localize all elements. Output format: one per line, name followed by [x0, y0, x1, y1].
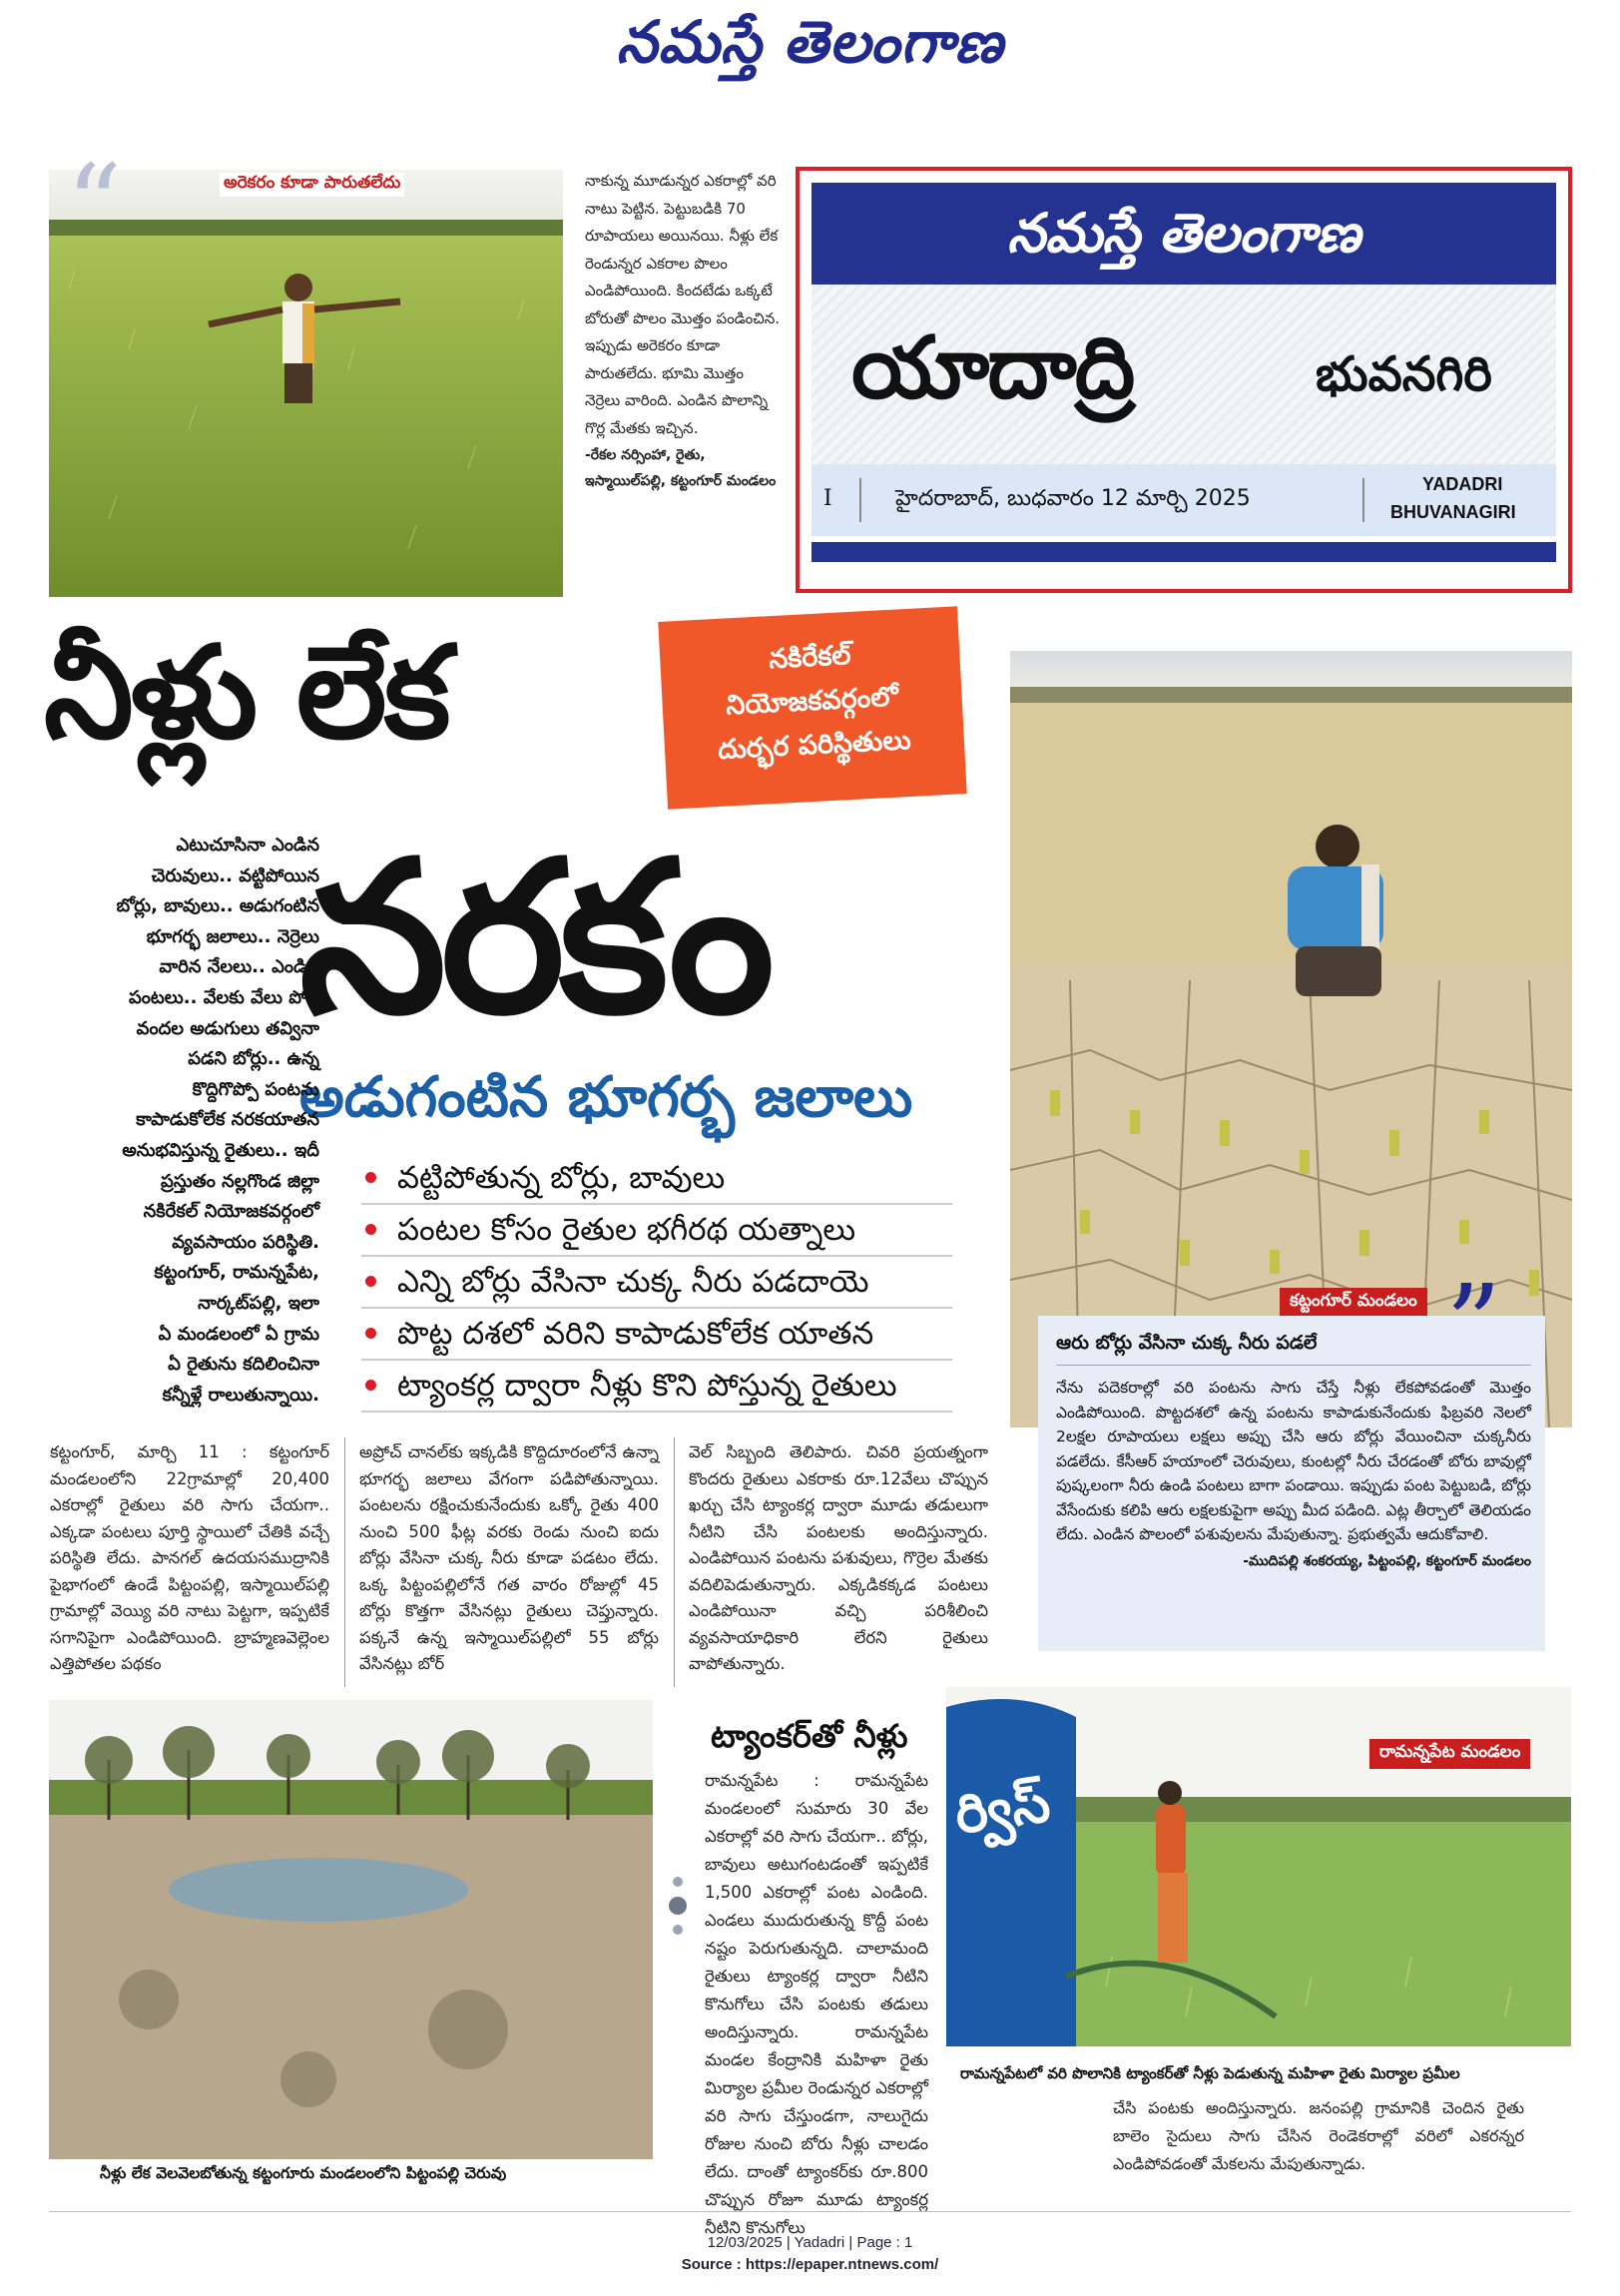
bullet-item	[361, 1205, 952, 1257]
tanker-photo-label: రామన్నపేట మండలం	[1369, 1739, 1530, 1769]
bullet-text: వట్టిపోతున్న బోర్లు, బావులు	[397, 1160, 726, 1196]
bullet-dot	[365, 1224, 376, 1235]
column-divider	[674, 1437, 675, 1687]
edition-separator	[859, 478, 861, 522]
dry-pond-image	[49, 1700, 653, 2159]
headline-badge	[658, 606, 966, 809]
badge-line-3: దుర్భర పరిస్థితులు	[717, 724, 912, 766]
edition-brand-bar: నమస్తే తెలంగాణ	[811, 183, 1556, 285]
badge-line-2: నియోజకవర్గంలో	[725, 681, 899, 722]
tanker-heading: ట్యాంకర్‌తో నీళ్లు	[711, 1717, 908, 1755]
quote-mark-icon: “	[66, 141, 123, 269]
bullet-item	[361, 1257, 952, 1309]
intro-line: భూగర్భ జలాలు.. నెర్రెలు	[146, 925, 319, 947]
edition-bottom-bar	[811, 542, 1556, 562]
intro-line: కొద్దిగొప్పో పంటను	[192, 1078, 319, 1100]
dot-icon	[669, 1897, 687, 1915]
tanker-text: రామన్నపేట : రామన్నపేట మండలంలో సుమారు 30 వేల ఎకరాల్లో వరి సాగు చేయగా.. బోర్లు, బావులు అటుగంటడంతో ఇప్పటికే 1,500 ఎకరాల్లో పంట ఎండింది. ఎండలు ముదురుతున్న కొద్దీ పంట నష్టం పెరుగుతున్నది. చాలామంది రైతులు ట్యాంకర్ల ద్వారా నీటిని కొనుగోలు చేసి పంటకు తడులు అందిస్తున్నారు. రామన్నపేట మండల కేంద్రానికి మహిళా రైతు మిర్యాల ప్రమీల రెండున్నర ఎకరాల్లో వరి సాగు చేస్తుండగా, నాలుగైదు రోజుల నుంచి బోరు నీళ్లు చాలడం లేదు. దాంతో ట్యాంకర్‌కు రూ.800 చొప్పున రోజూ మూడు ట్యాంకర్ల నీటిని కొనుగోలు	[705, 1771, 928, 2237]
intro-line: ఏ రైతును కదిలించినా	[168, 1354, 319, 1376]
intro-line: అనుభవిస్తున్న రైతులు.. ఇదీ	[122, 1139, 319, 1161]
bullet-text: ఎన్ని బోర్లు వేసినా చుక్క నీరు పడదాయె	[397, 1264, 869, 1300]
quote2-title: ఆరు బోర్లు వేసినా చుక్క నీరు పడలే	[1056, 1332, 1531, 1366]
body-column-1: కట్టంగూర్, మార్చి 11 : కట్టంగూర్ మండలంలోని 22గ్రామాల్లో 20,400 ఎకరాల్లో రైతులు వరి సాగు చేయగా.. ఎక్కడా పంటలు పూర్తి స్థాయిలో చేతికి వచ్చే పరిస్థితి లేదు. పానగల్ ఉదయసముద్రానికి పైభాగంలో ఉండే పిట్టంపల్లి, ఇస్మాయిల్‌పల్లి గ్రామాల్లో వెయ్యి వరి నాటు పెట్టగా, ఇప్పటికే సగానిపైగా ఎండిపోయింది. బ్రాహ్మణవెల్లెంల ఎత్తిపోతల పథకం	[50, 1442, 329, 1673]
intro-column	[50, 831, 319, 1411]
quote1-label: అరెకరం కూడా పారుతలేదు	[220, 173, 404, 197]
edition-separator-2	[1362, 478, 1364, 522]
edition-box	[796, 167, 1572, 593]
masthead: నమస్తే తెలంగాణ	[616, 8, 1004, 76]
bullet-dot	[365, 1380, 376, 1391]
bullet-list	[361, 1153, 952, 1413]
headline-line2: నరకం	[299, 816, 770, 1060]
footer-rule	[49, 2211, 1571, 2212]
photo-right-label: కట్టంగూర్ మండలం	[1280, 1288, 1427, 1318]
badge-line-1: నకిరేకల్	[768, 639, 852, 676]
edition-title-area	[811, 285, 1556, 464]
dot-icon	[673, 1925, 683, 1935]
bullet-text: పొట్ట దశలో వరిని కాపాడుకోలేక యాతన	[397, 1316, 874, 1352]
bullet-dot	[365, 1276, 376, 1287]
intro-line: వందల అడుగులు తవ్వినా	[136, 1017, 319, 1039]
bullet-dot	[365, 1328, 376, 1339]
dot-icon	[673, 1877, 683, 1887]
intro-line: ఏ మండలంలో ఏ గ్రామ	[158, 1323, 319, 1345]
edition-issue: I	[823, 486, 832, 511]
subhead: అడుగంటిన భూగర్భ జలాలు	[299, 1065, 913, 1130]
intro-line: నకిరేకల్ నియోజకవర్గంలో	[143, 1201, 319, 1223]
edition-dateline: హైదరాబాద్, బుధవారం 12 మార్చి 2025	[895, 486, 1251, 511]
intro-line: బోర్లు, బావులు.. అడుగంటిన	[116, 895, 319, 917]
bullet-item	[361, 1361, 952, 1413]
bullet-text: ట్యాంకర్ల ద్వారా నీళ్లు కొని పోస్తున్న రైతులు	[397, 1368, 897, 1404]
intro-line: పంటలు.. వేలకు వేలు పోసి	[128, 986, 319, 1008]
bullet-item	[361, 1309, 952, 1361]
intro-line: వారిన నేలలు.. ఎండిన	[159, 956, 319, 978]
intro-line: కట్టంగూర్, రామన్నపేట,	[154, 1262, 319, 1284]
intro-line: పడని బోర్లు.. ఉన్న	[188, 1048, 319, 1070]
edition-title-big: యాదాద్రి	[851, 318, 1134, 418]
intro-line: చెరువులు.. వట్టిపోయిన	[151, 864, 319, 886]
column-divider	[344, 1437, 345, 1687]
bullet-item	[361, 1153, 952, 1205]
body-column-3: వెల్ సిబ్బంది తెలిపారు. చివరి ప్రయత్నంగా కొందరు రైతులు ఎకరాకు రూ.12వేలు చొప్పున ఖర్చు చేసి ట్యాంకర్ల ద్వారా మూడు తడులుగా నీటిని చేసి పంటలకు అందిస్తున్నారు. ఎండిపోయిన పంటను పశువులు, గొర్రెల మేతకు వదిలిపెడుతున్నారు. ఎక్కడికక్కడ పంటలు ఎండిపోయినా వచ్చి పరిశీలించి వ్యవసాయాధికారి లేరని రైతులు వాపోతున్నారు.	[689, 1442, 988, 1673]
tank-text: ర్విస్	[951, 1770, 1054, 1847]
photo-farmer-field	[49, 170, 563, 597]
farmer-field-image	[49, 170, 563, 597]
photo-dry-pond	[49, 1700, 653, 2159]
quote2-text: నేను పదెకరాల్లో వరి పంటను సాగు చేస్తే నీళ్లు లేకపోవడంతో మొత్తం ఎండిపోయింది. పొట్టదశలో ఉన్న పంటను కాపాడుకునేందుకు ఫిబ్రవరి నెలలో 2లక్షల రూపాయలు లక్షలు అప్పు చేసి ఆరు బోర్లు వేయించినా చుక్కనీరు పడలేదు. కేసీఆర్ హయాంలో చెరువులు, కుంటల్లో నీరు చేరడంతో బోరు బావుల్లో పుష్కలంగా నీరు ఉండి పంటలు బాగా పండాయి. ఇప్పుడు పంట పెట్టుబడి, బోర్లు వేసేందుకు కలిపి ఆరు లక్షలకుపైగా అప్పు మీద పడింది. ఎట్ల తీర్చాలో తెలియడం లేదు. ఎండిన పొలంలో పశువులను మేపుతున్నా. ప్రభుత్వమే ఆదుకోవాలి.	[1056, 1379, 1531, 1543]
intro-line: వ్యవసాయం పరిస్థితి.	[172, 1231, 319, 1253]
quote1-text-column	[585, 168, 781, 494]
quote2-box	[1038, 1316, 1545, 1651]
edition-dateline-bar	[811, 464, 1556, 536]
quote2-attribution: -ముదిపల్లి శంకరయ్య, పిట్టంపల్లి, కట్టంగూర్ మండలం	[1243, 1552, 1531, 1569]
edition-district-en-1: YADADRI	[1422, 474, 1503, 494]
pond-caption: నీళ్లు లేక వెలవెలబోతున్న కట్టంగూరు మండలంలోని పిట్టంపల్లి చెరువు	[100, 2164, 507, 2182]
edition-title-small: భువనగిరి	[1316, 346, 1492, 402]
tanker-photo-caption: రామన్నపేటలో వరి పొలానికి ట్యాంకర్‌తో నీళ్లు పెడుతున్న మహిళా రైతు మిర్యాల ప్రమీల	[960, 2064, 1460, 2082]
quote1-text: నాకున్న మూడున్నర ఎకరాల్లో వరి నాటు పెట్టిన. పెట్టుబడికి 70 రూపాయలు అయినయి. నీళ్లు లేక రెండున్నర ఎకరాల పొలం ఎండిపోయింది. కిందటేడు ఒక్కటే బోరుతో పొలం మొత్తం పండించిన. ఇప్పుడు అరెకరం కూడా పారుతలేదు. భూమి మొత్తం నెర్రెలు వారింది. ఎండిన పొలాన్ని గొర్ల మేతకు ఇచ్చిన.	[585, 172, 781, 437]
intro-line: ప్రస్తుతం నల్లగొండ జిల్లా	[161, 1170, 319, 1192]
intro-line: నార్కట్‌పల్లి, ఇలా	[198, 1292, 319, 1314]
carousel-dots	[667, 1877, 689, 1935]
intro-line: ఎటుచూసినా ఎండిన	[176, 835, 319, 856]
edition-district-en-2: BHUVANAGIRI	[1390, 502, 1516, 522]
tanker-text-right: చేసి పంటకు అందిస్తున్నారు. జనంపల్లి గ్రామానికి చెందిన రైతు బాలెం సైదులు సాగు చేసిన రెండెకరాల్లో వరిలో ఎకరన్నర ఎండిపోవడంతో మేకలను మేపుతున్నాడు.	[1113, 2098, 1524, 2173]
bullet-text: పంటల కోసం రైతుల భగీరథ యత్నాలు	[397, 1212, 856, 1248]
quote1-attribution: -రేకల నర్సింహా, రైతు, ఇస్మాయిల్‌పల్లి, కట్టంగూర్ మండలం	[585, 447, 777, 489]
bullet-dot	[365, 1172, 376, 1183]
footer-line-2[interactable]: Source : https://epaper.ntnews.com/	[681, 2256, 939, 2273]
body-column-2: అప్రోచ్ చానల్‌కు ఇక్కడికి కొద్దిదూరంలోనే ఉన్నా భూగర్భ జలాలు వేగంగా పడిపోతున్నాయి. పంటలను రక్షించుకునేందుకు ఒక్కో రైతు 400 నుంచి 500 ఫీట్ల వరకు రెండు నుంచి ఐదు బోర్లు వేసినా చుక్క నీరు కూడా పడటం లేదు. ఒక్క పిట్టంపల్లిలోనే గత వారం రోజుల్లో 45 బోర్లు కొత్తగా వేసినట్లు రైతులు చెప్తున్నారు. పక్కనే ఉన్న ఇస్మాయిల్‌పల్లిలో 55 బోర్లు వేసినట్లు బోర్	[359, 1442, 659, 1673]
headline-line1: నీళ్లు లేక	[44, 619, 448, 768]
footer-line-1: 12/03/2025 | Yadadri | Page : 1	[707, 2234, 913, 2251]
intro-line: కన్నీళ్లే రాలుతున్నాయి.	[162, 1384, 319, 1406]
intro-line: కాపాడుకోలేక నరకయాతన	[136, 1109, 319, 1131]
